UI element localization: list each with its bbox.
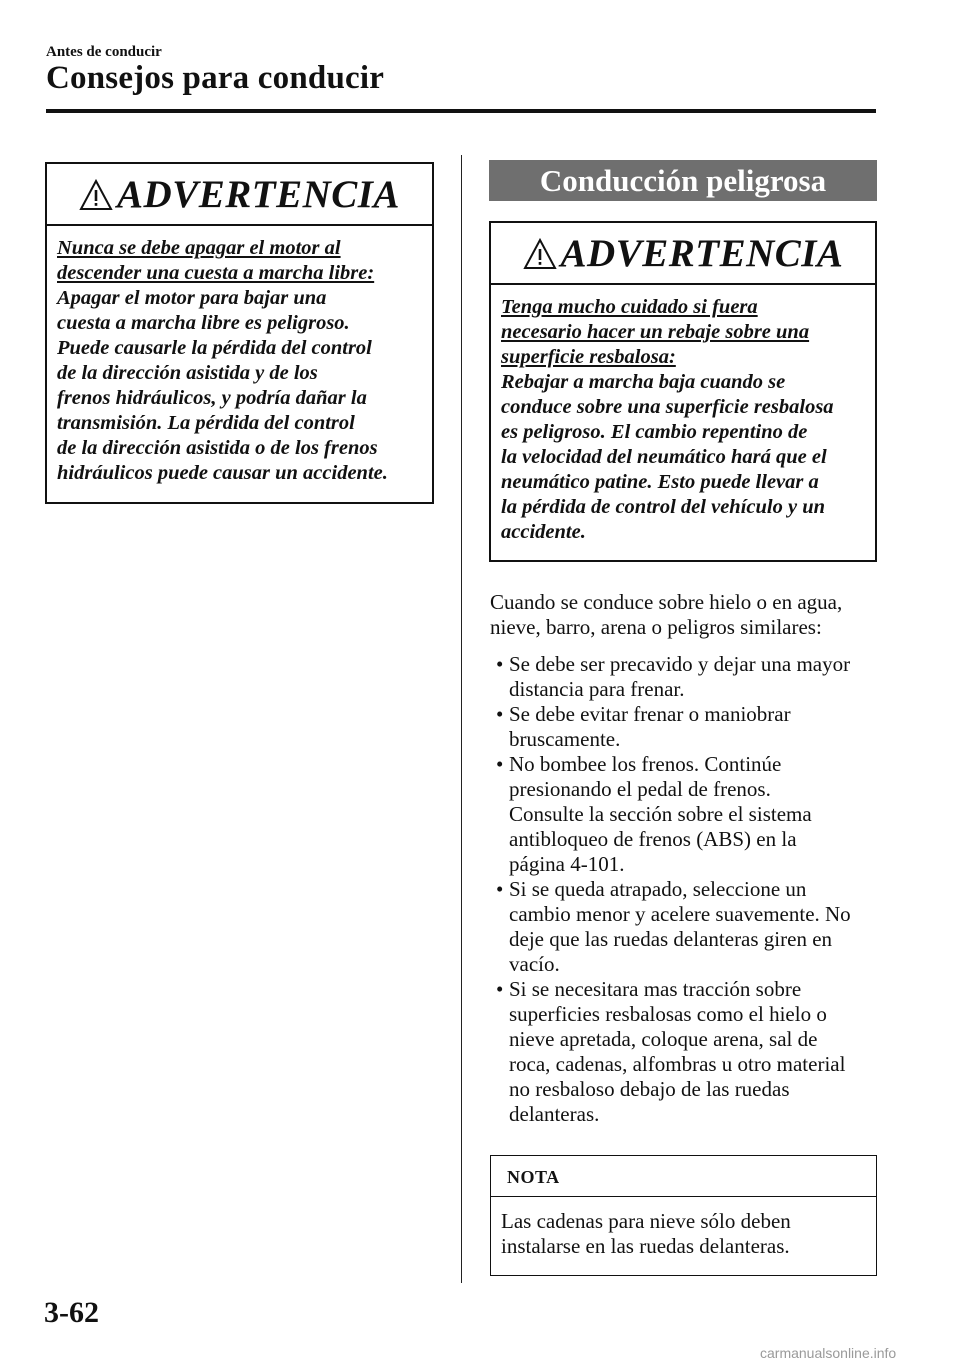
warning-line: la velocidad del neumático hará que el xyxy=(501,446,827,468)
warning-line: neumático patine. Esto puede llevar a xyxy=(501,471,819,493)
warning-line: frenos hidráulicos, y podría dañar la xyxy=(57,387,367,409)
list-item-line: presionando el pedal de frenos. xyxy=(509,777,771,801)
warning-text xyxy=(47,226,432,498)
text-line: nieve, barro, arena o peligros similares: xyxy=(490,615,822,639)
warning-line: Rebajar a marcha baja cuando se xyxy=(501,371,786,393)
warning-line: es peligroso. El cambio repentino de xyxy=(501,421,808,443)
text-line: instalarse en las ruedas delanteras. xyxy=(501,1234,790,1258)
bullet-icon: • xyxy=(496,652,504,676)
list-item-line: delanteras. xyxy=(509,1102,600,1126)
warning-line: Puede causarle la pérdida del control xyxy=(57,337,372,359)
list-item xyxy=(490,877,851,977)
warning-line: hidráulicos puede causar un accidente. xyxy=(57,462,388,484)
warning-line: cuesta a marcha libre es peligroso. xyxy=(57,312,350,334)
list-item-line: superficies resbalosas como el hielo o xyxy=(509,1002,827,1026)
list-item-line: bruscamente. xyxy=(509,727,621,751)
list-item xyxy=(490,977,851,1127)
list-item-line: vacío. xyxy=(509,952,560,976)
bullet-icon: • xyxy=(496,977,504,1001)
section-heading: Conducción peligrosa xyxy=(489,160,877,201)
list-item-line: deje que las ruedas delanteras giren en xyxy=(509,927,833,951)
warning-box-left xyxy=(45,162,434,504)
note-box xyxy=(490,1155,877,1276)
chapter-kicker: Antes de conducir xyxy=(46,44,162,60)
page-title: Consejos para conducir xyxy=(46,60,385,96)
warning-line: de la dirección asistida o de los frenos xyxy=(57,437,378,459)
warning-line: conduce sobre una superficie resbalosa xyxy=(501,396,834,418)
warning-triangle-icon xyxy=(79,179,113,211)
warning-header xyxy=(491,223,875,285)
list-item-line: Se debe ser precavido y dejar una mayor xyxy=(509,652,851,676)
list-item-line: no resbaloso debajo de las ruedas xyxy=(509,1077,790,1101)
list-item-line: antibloqueo de frenos (ABS) en la xyxy=(509,827,797,851)
list-item-line: distancia para frenar. xyxy=(509,677,685,701)
precaution-list xyxy=(490,652,851,1127)
warning-box-right xyxy=(489,221,877,562)
bullet-icon: • xyxy=(496,752,504,776)
warning-line: de la dirección asistida y de los xyxy=(57,362,318,384)
bullet-icon: • xyxy=(496,877,504,901)
note-text xyxy=(491,1197,876,1259)
bullet-icon: • xyxy=(496,702,504,726)
warning-text xyxy=(491,285,875,557)
list-item-line: página 4-101. xyxy=(509,852,625,876)
warning-line: transmisión. La pérdida del control xyxy=(57,412,355,434)
warning-line: Tenga mucho cuidado si fuera xyxy=(501,296,758,318)
list-item-line: Si se necesitara mas tracción sobre xyxy=(509,977,802,1001)
text-line: Las cadenas para nieve sólo deben xyxy=(501,1209,791,1233)
list-item-line: Consulte la sección sobre el sistema xyxy=(509,802,812,826)
warning-line: la pérdida de control del vehículo y un xyxy=(501,496,825,518)
list-item-line: roca, cadenas, alfombras u otro material xyxy=(509,1052,846,1076)
list-item xyxy=(490,702,851,752)
header-rule xyxy=(46,109,876,113)
column-divider xyxy=(461,155,462,1283)
note-title: NOTA xyxy=(491,1156,876,1197)
warning-line: descender una cuesta a marcha libre: xyxy=(57,262,375,284)
warning-title: ADVERTENCIA xyxy=(560,231,844,275)
warning-header xyxy=(47,164,432,226)
list-item xyxy=(490,752,851,877)
warning-line: superficie resbalosa: xyxy=(501,346,676,368)
list-item-line: Se debe evitar frenar o maniobrar xyxy=(509,702,791,726)
warning-triangle-icon xyxy=(523,238,557,270)
warning-line: necesario hacer un rebaje sobre una xyxy=(501,321,810,343)
warning-line: accidente. xyxy=(501,521,586,543)
list-item-line: cambio menor y acelere suavemente. No xyxy=(509,902,851,926)
intro-paragraph xyxy=(490,590,842,640)
text-line: Cuando se conduce sobre hielo o en agua, xyxy=(490,590,843,614)
watermark: carmanualsonline.info xyxy=(760,1345,897,1361)
warning-line: Nunca se debe apagar el motor al xyxy=(57,237,341,259)
page-number: 3-62 xyxy=(44,1296,99,1329)
list-item xyxy=(490,652,851,702)
warning-title: ADVERTENCIA xyxy=(117,172,400,216)
list-item-line: No bombee los frenos. Continúe xyxy=(509,752,782,776)
list-item-line: Si se queda atrapado, seleccione un xyxy=(509,877,807,901)
warning-line: Apagar el motor para bajar una xyxy=(57,287,327,309)
list-item-line: nieve apretada, coloque arena, sal de xyxy=(509,1027,818,1051)
